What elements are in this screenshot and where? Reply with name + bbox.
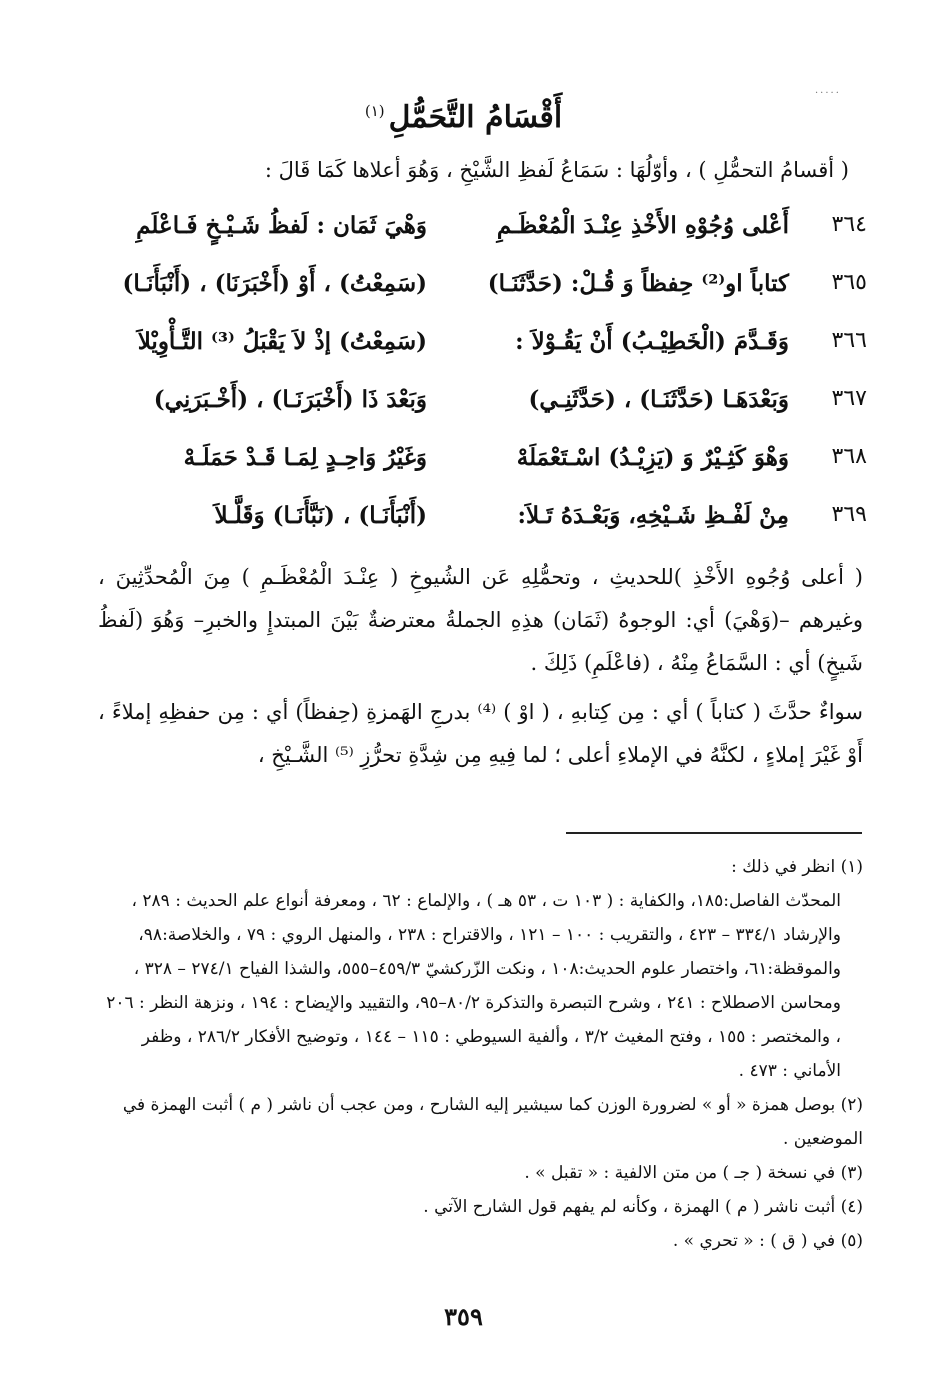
footnote-sources: المحدّث الفاصل:١٨٥، والكفاية : ( ١٠٣ ت ، ٥٣ هـ ) ، والإلماع : ٦٢ ، ومعرفة أنواع علم الحديث : ٢٨٩ ، والإرشاد ٣٣٤/١ – ٤٢٣ ، والتقريب : ١٠٠ – ١٢١ ، والاقتراح : ٢٣٨ ، والمنهل الروي : ٧٩ ، والخلاصة:٩٨، والموقظة:٦١، واختصار علوم الحديث:١٠٨ ، ونكت الزّركشيّ ٤٥٩/٣–٥٥٥، والشذا الفياح ٢٧٤/١ – ٣٢٨ ، ومحاسن الاصطلاح : ٢٤١ ، وشرح التبصرة والتذكرة ٨٠/٢–٩٥، والتقييد والإيضاح : ١٩٤ ، ونزهة النظر : ٢٠٦ ، والمختصر : ١٥٥ ، وفتح المغيث ٣/٢ ، وألفية السيوطي : ١١٥ – ١٤٤ ، وتوضيح الأفكار ٢٨٦/٢ ، وظفر الأماني : ٤٧٣ . [106,891,841,1081]
verse-second-hemistich: (سَمِعْتُ) ، أَوْ (أَخْبَرَنَا) ، (أَنْبَأَنَـا) [122,270,427,297]
page-number: ٣٥٩ [444,1302,483,1331]
intro-line: ( أقسامُ التحمُّلِ ) ، وأوّلُهَا : سَمَاعُ لَفظِ الشَّيْخِ ، وَهُوَ أعلاها كَمَا قَالَ : [264,158,849,182]
verse-row [107,206,867,258]
footnote: (٣) في نسخة ( جـ ) من متن الالفية : « تقبل » . [524,1163,863,1183]
footnote: (٢) بوصل همزة « أو » لضرورة الوزن كما سيشير إليه الشارح ، ومن عجب أن ناشر ( م ) أثبت الهمزة في الموضعين . [122,1095,863,1149]
verse-second-hemistich: وَغَيْرُ وَاحِـدٍ لِمَـا قَـدْ حَمَلَـهْ [183,444,427,471]
verse-first-hemistich: وَهْوَ كَثِـيْرٌ وَ (يَزِيْـدُ) اسْـتَعْمَلَهْ [516,444,789,471]
verse-number: ٣٦٩ [831,502,867,527]
verse-number: ٣٦٥ [831,270,867,295]
verse-first-hemistich: وَقَـدَّمَ (الْخَطِيْـبُ) أَنْ يَقُـوْلاَ : [515,328,789,355]
verse-row [107,322,867,374]
footnotes [96,850,863,1258]
verse-second-hemistich: (أَنْبَأَنَـا) ، (نَبَّأَنَـا) وَقَلَّـلاَ [214,502,427,529]
verse-second-hemistich: (سَمِعْتُ) إذْ لاَ يَقْبَلُ ⁽³⁾ التَّـأْوِيْلاَ [137,328,427,355]
footnote: (١) انظر في ذلك : [731,857,863,877]
verse-number: ٣٦٨ [831,444,867,469]
verse-number: ٣٦٤ [831,212,867,237]
verse-first-hemistich: مِنْ لَفْـظِ شَـيْخِهِ، وَبَعْـدَهُ تَـلاَ: [517,502,789,529]
verse-second-hemistich: وَهْيَ ثَمَان : لَفظُ شَـيْـخٍ فَـاعْلَمِ [136,212,427,239]
top-corner-marks: ····· [815,88,841,99]
verse-number: ٣٦٧ [831,386,867,411]
commentary-paragraph: ( أعلى وُجُوهِ الأَخْذِ )للحديثِ ، وتحمُّلِهِ عَن الشُيوخِ ( عِنْـدَ الْمُعْظَـمِ ) مِنَ الْمُحدِّثِينَ ، وغيرهم –(وَهْيَ) أي: الوجوهُ (ثَمَان) هذِهِ الجملةُ معترضةٌ بَيْنَ المبتدإِ والخبرِ– وَهُوَ (لَفظُ شَيخٍ) أي : السَّمَاعُ مِنْهُ ، (فاعْلَمِ) ذَلِكَ . [98,565,863,675]
section-title [0,100,927,135]
footnote: (٤) أثبت ناشر ( م ) الهمزة ، وكأنه لم يفهم قول الشارح الآتي . [423,1197,863,1217]
footnote-separator [566,832,862,834]
title-footnote-ref: (١) [364,102,385,120]
verse-row [107,380,867,432]
verse-first-hemistich: وَبَعْدَهَـا (حَدَّثَنَـا) ، (حَدَّثَنِـي) [528,386,789,413]
verse-row [107,496,867,548]
verse-number: ٣٦٦ [831,328,867,353]
commentary-paragraph: سواءٌ حدَّثَ ( كتاباً ) أي : مِن كِتابهِ ، ( اوْ ) ⁽⁴⁾ بدرجِ الهَمزةِ (حِفظاً) أي : مِن حفظِهِ إملاءً ، أَوْ غَيْرَ إملاءٍ ، لكنَّهُ في الإملاءِ أعلى ؛ لما فِيهِ مِن شِدَّةِ تحرُّزِ ⁽⁵⁾ الشَّـيْخِ ، [98,700,863,767]
commentary [98,556,863,777]
section-title-text: أَقْسَامُ التَّحَمُّلِ [388,100,563,135]
verse-row [107,264,867,316]
verse-second-hemistich: وَبَعْدَ ذَا (أَخْبَرَنَـا) ، (أَخْـبَرَنِي) [153,386,427,413]
verse-first-hemistich: أَعْلى وُجُوْهِ الأَخْذِ عِنْـدَ الْمُعْظَـمِ [496,212,789,239]
footnote: (٥) في ( ق ) : « تحري » . [672,1231,863,1251]
verse-row [107,438,867,490]
verse-first-hemistich: كتاباً او⁽²⁾ حِفظاً وَ قُـلْ: (حَدَّثَنَـا) [487,270,789,297]
